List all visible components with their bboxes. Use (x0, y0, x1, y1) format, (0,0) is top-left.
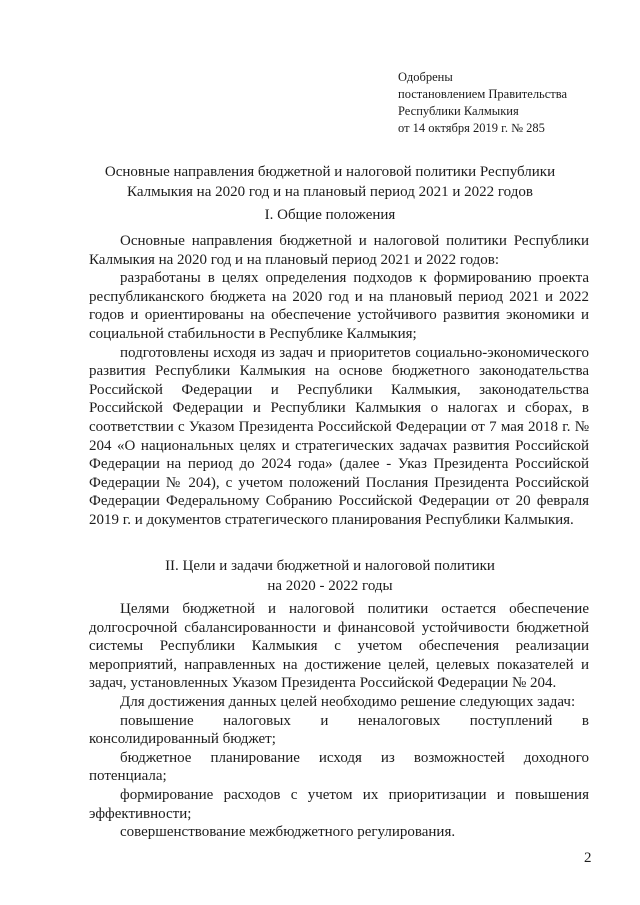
section-1-body (89, 232, 589, 530)
approval-line-3: Республики Калмыкия (398, 104, 519, 118)
paragraph: формирование расходов с учетом их приоритизации и повышения эффективности; (89, 786, 589, 822)
document-title-line-1: Основные направления бюджетной и налоговой политики Республики (104, 164, 556, 180)
section-2-heading-line-1: II. Цели и задачи бюджетной и налоговой политики (165, 558, 495, 574)
paragraph: совершенствование межбюджетного регулирования. (120, 824, 456, 841)
section-2-body (89, 600, 589, 842)
paragraph: подготовлены исходя из задач и приоритетов социально-экономического развития Республики Калмыкия на основе бюджетного законодательства Российской Федерации и Республики Калмыкия, законодательства Российской Федерации и Республики Калмыкия о налогах и сборах, в соответствии с Указом Президента Российской Федерации от 7 мая 2018 г. № 204 «О национальных целях и стратегических задачах развития Российской Федерации на период до 2024 года» (далее - Указ Президента Российской Федерации № 204), с учетом положений Послания Президента Российской Федерации Федеральному Собранию Российской Федерации от 20 февраля 2019 г. и документов стратегического планирования Республики Калмыкия. (89, 344, 589, 528)
section-2-heading (70, 556, 590, 596)
paragraph: Основные направления бюджетной и налоговой политики Республики Калмыкия на 2020 год и на плановый период 2021 и 2022 годов: (89, 233, 589, 268)
approval-line-4: от 14 октября 2019 г. № 285 (398, 121, 545, 135)
section-2-heading-line-2: на 2020 - 2022 годы (267, 578, 393, 594)
paragraph: Для достижения данных целей необходимо решение следующих задач: (120, 693, 576, 710)
approval-line-1: Одобрены (398, 70, 453, 84)
approval-stamp (398, 69, 567, 137)
page-number: 2 (584, 850, 592, 866)
section-1-heading: I. Общие положения (264, 207, 396, 223)
document-title-line-2: Калмыкия на 2020 год и на плановый период 2021 и 2022 годов (127, 184, 533, 200)
paragraph: разработаны в целях определения подходов к формированию проекта республиканского бюджета на 2020 год и на плановый период 2021 и 2022 годов и ориентированы на обеспечение устойчивого развития экономики и социальной стабильности в Республике Калмыкия; (89, 270, 589, 342)
document-title (70, 162, 590, 202)
paragraph: Целями бюджетной и налоговой политики остается обеспечение долгосрочной сбалансированности и финансовой устойчивости бюджетной системы Республики Калмыкия с учетом обеспечения реализации мероприятий, направленных на достижение целей, целевых показателей и задач, установленных Указом Президента Российской Федерации № 204. (89, 601, 589, 692)
approval-line-2: постановлением Правительства (398, 87, 568, 101)
paragraph: повышение налоговых и неналоговых поступлений в консолидированный бюджет; (89, 712, 589, 748)
paragraph: бюджетное планирование исходя из возможностей доходного потенциала; (89, 749, 589, 785)
